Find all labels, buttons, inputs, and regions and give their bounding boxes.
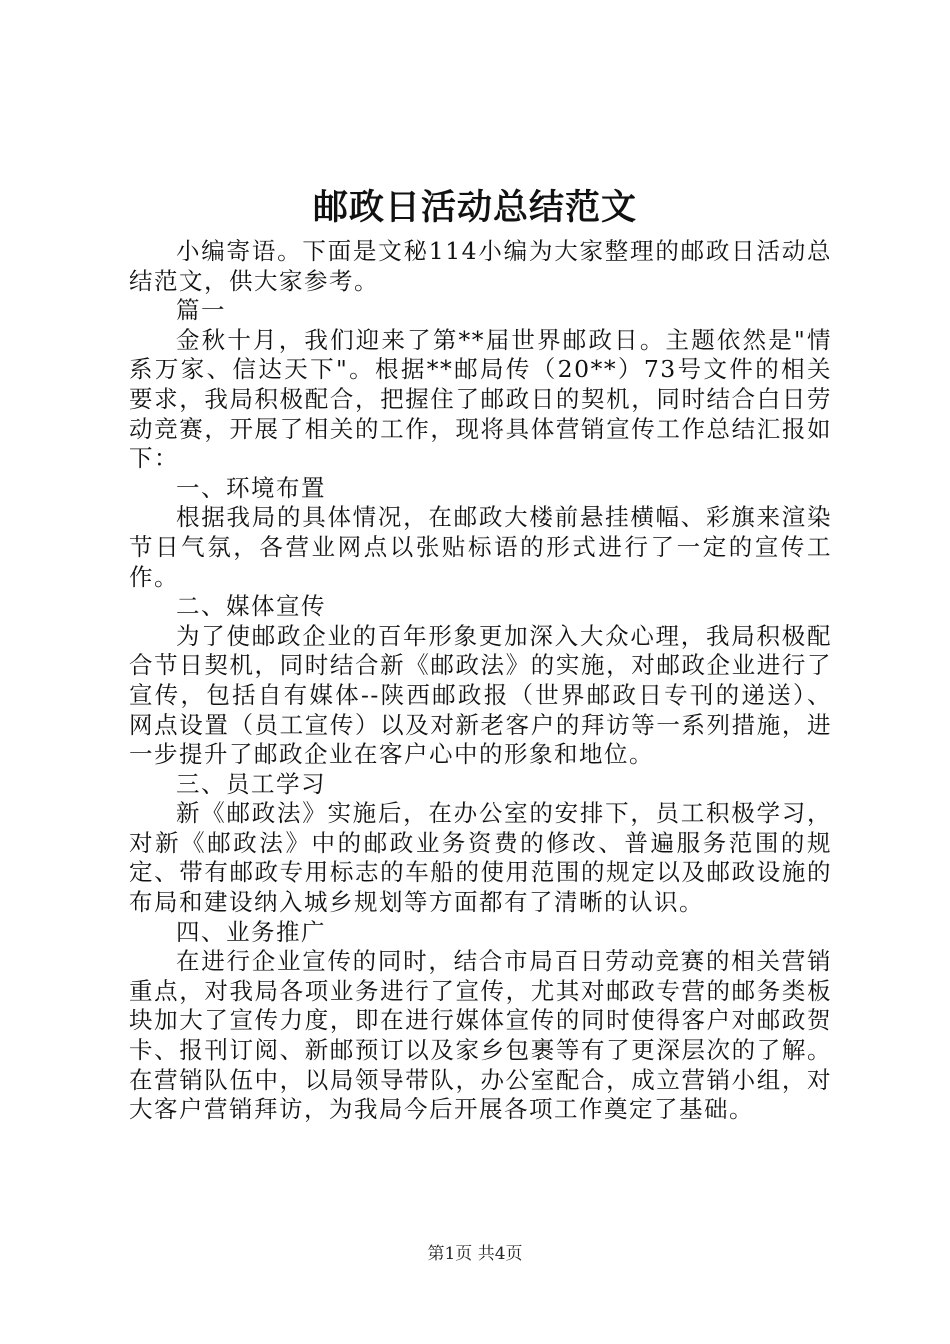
heading-business-promotion: 四、业务推广	[176, 917, 326, 946]
heading-media: 二、媒体宣传	[176, 592, 326, 621]
heading-environment: 一、环境布置	[176, 473, 326, 502]
document-title: 邮政日活动总结范文	[312, 187, 637, 228]
opening-paragraph: 金秋十月，我们迎来了第**届世界邮政日。主题依然是"情系万家、信达天下"。根据**邮局传（20**）73号文件的相关要求，我局积极配合，把握住了邮政日的契机，同时结合白日劳动竞赛，开展了相关的工作，现将具体营销宣传工作总结汇报如下：	[129, 325, 832, 473]
section-label-part-one: 篇一	[176, 296, 226, 325]
document-body	[129, 237, 832, 1125]
environment-paragraph: 根据我局的具体情况，在邮政大楼前悬挂横幅、彩旗来渲染节日气氛，各营业网点以张贴标语的形式进行了一定的宣传工作。	[129, 503, 832, 591]
media-paragraph: 为了使邮政企业的百年形象更加深入大众心理，我局积极配合节日契机，同时结合新《邮政法》的实施，对邮政企业进行了宣传，包括自有媒体--陕西邮政报（世界邮政日专刊的递送）、网点设置（员工宣传）以及对新老客户的拜访等一系列措施，进一步提升了邮政企业在客户心中的形象和地位。	[129, 621, 832, 769]
heading-staff-study: 三、员工学习	[176, 769, 326, 798]
intro-paragraph: 小编寄语。下面是文秘114小编为大家整理的邮政日活动总结范文，供大家参考。	[129, 237, 832, 295]
page-footer: 第1页 共4页	[427, 1244, 523, 1264]
business-promotion-paragraph: 在进行企业宣传的同时，结合市局百日劳动竞赛的相关营销重点，对我局各项业务进行了宣传，尤其对邮政专营的邮务类板块加大了宣传力度，即在进行媒体宣传的同时使得客户对邮政贺卡、报刊订阅、新邮预订以及家乡包裹等有了更深层次的了解。在营销队伍中，以局领导带队，办公室配合，成立营销小组，对大客户营销拜访，为我局今后开展各项工作奠定了基础。	[129, 947, 832, 1124]
staff-study-paragraph: 新《邮政法》实施后，在办公室的安排下，员工积极学习，对新《邮政法》中的邮政业务资费的修改、普遍服务范围的规定、带有邮政专用标志的车船的使用范围的规定以及邮政设施的布局和建设纳入城乡规划等方面都有了清晰的认识。	[129, 799, 832, 917]
